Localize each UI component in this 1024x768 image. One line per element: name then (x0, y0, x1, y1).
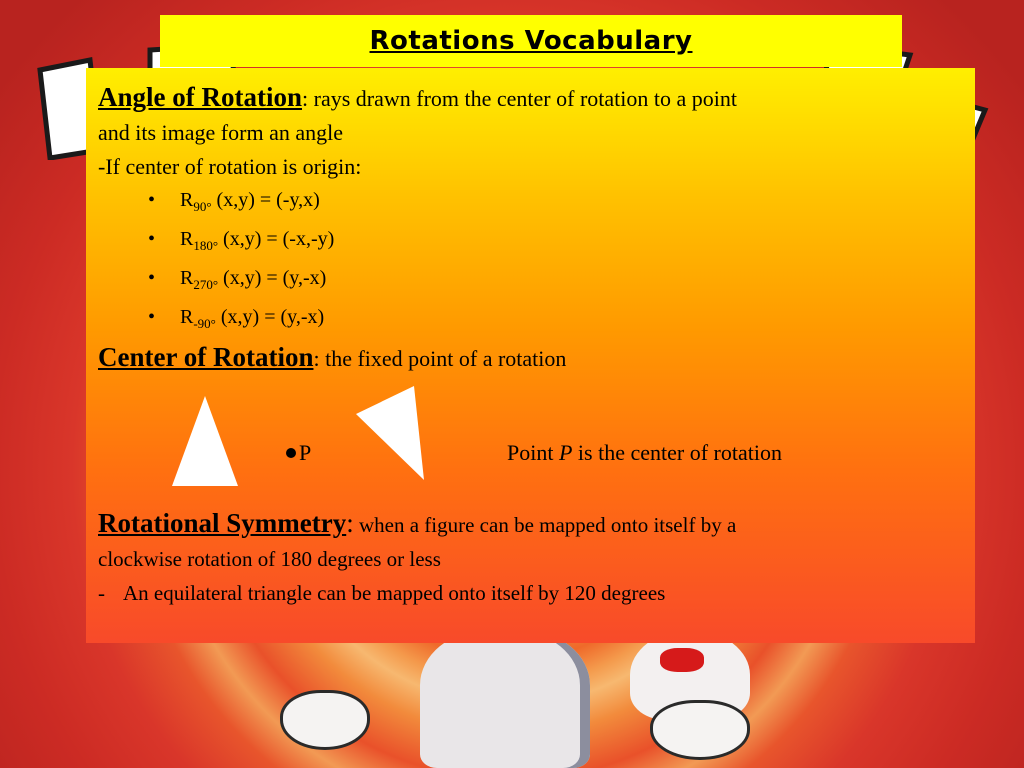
center-of-rotation-term: Center of Rotation (98, 342, 314, 372)
center-of-rotation-def: : the fixed point of a rotation (313, 346, 567, 371)
cartoon-figure-left (420, 630, 590, 768)
rotation-rule-90: • $R_{90^\circ}$ (x,y) = (-y,x) (144, 184, 334, 223)
rotational-symmetry-def-1: when a figure can be mapped onto itself by a (353, 513, 737, 537)
rotational-symmetry-term: Rotational Symmetry (98, 508, 347, 538)
center-point-p (286, 440, 311, 466)
example-dash: - (98, 581, 105, 605)
angle-of-rotation-def-2: and its image form an angle (98, 120, 343, 145)
slide-title-bar (160, 15, 902, 67)
rotation-rule-180: • $R_{180^\circ}$ (x,y) = (-x,-y) (144, 223, 334, 262)
rotational-symmetry-def-2: clockwise rotation of 180 degrees or less (98, 547, 441, 571)
cartoon-bow-tie (660, 648, 704, 672)
center-point-label: P (299, 440, 312, 465)
cartoon-glove-right (650, 700, 750, 760)
center-of-rotation-definition (98, 340, 958, 376)
center-point-caption: Point P is the center of rotation (507, 440, 782, 465)
center-point-dot (286, 448, 296, 458)
rotated-triangle (352, 384, 428, 484)
rotation-rules-list (144, 184, 334, 340)
origin-note: -If center of rotation is origin: (98, 154, 362, 179)
original-triangle (170, 394, 240, 488)
rotational-symmetry-definition: Rotational Symmetry: when a figure can be mapped onto itself by a clockwise rotation of 180 degrees or less - An equilateral triangle can be mapped onto itself by 120 degrees (98, 508, 737, 605)
angle-of-rotation-term: Angle of Rotation (98, 82, 302, 112)
angle-of-rotation-definition (98, 80, 958, 184)
content-box (86, 68, 975, 643)
cartoon-glove-left (280, 690, 370, 750)
rotation-rule-270: • $R_{270^\circ}$ (x,y) = (y,-x) (144, 262, 334, 301)
rotation-rule-neg90: • $R_{-90^\circ}$ (x,y) = (y,-x) (144, 301, 334, 340)
angle-of-rotation-def-1: : rays drawn from the center of rotation to a point (302, 86, 737, 111)
slide-title: Rotations Vocabulary (369, 26, 693, 56)
equilateral-example: An equilateral triangle can be mapped onto itself by 120 degrees (123, 581, 666, 605)
